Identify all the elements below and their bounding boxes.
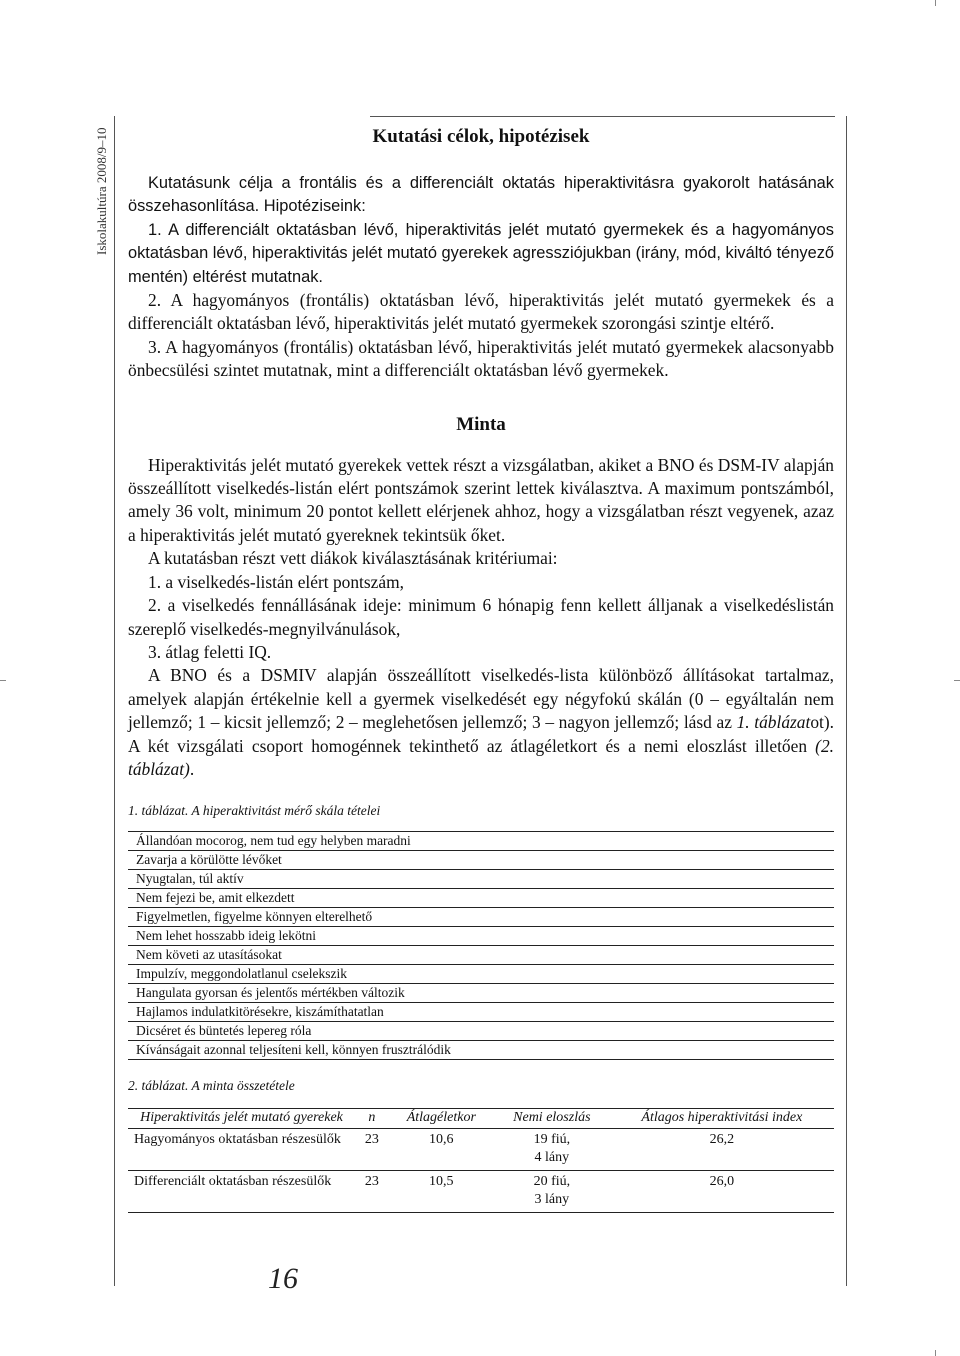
table1-caption: 1. táblázat. A hiperaktivitást mérő skála tételei	[128, 803, 381, 819]
table-row	[128, 946, 834, 965]
table-row	[128, 1041, 834, 1060]
section-title-hypotheses: Kutatási célok, hipotézisek	[372, 126, 590, 147]
table-row	[128, 927, 834, 946]
table-row	[128, 889, 834, 908]
table2-cell-age: 10,5	[389, 1170, 494, 1212]
content	[128, 126, 834, 1213]
table2-header-row	[128, 1109, 834, 1129]
table1-item: Nem lehet hosszabb ideig lekötni	[128, 927, 834, 946]
table-row	[128, 1022, 834, 1041]
hypothesis-1: 1. A differenciált oktatásban lévő, hiperaktivitás jelét mutató gyermekek és a hagyományos oktatásban lévő, hiperaktivitás jelét mutató gyerekek agressziójukban (irány, mód, kiváltó tényező mentén) eltérést mutatnak.	[128, 220, 834, 286]
table1-item: Figyelmetlen, figyelme könnyen elterelhető	[128, 908, 834, 927]
table2-header-age: Átlagéletkor	[389, 1109, 494, 1129]
page-number: 16	[268, 1262, 298, 1295]
crop-mark-top	[935, 0, 936, 6]
sample-paragraph-2: A kutatásban részt vett diákok kiválasztásának kritériumai:	[148, 548, 558, 569]
table-reference-1: 1. táblázat	[736, 712, 811, 733]
table2-header-sex: Nemi eloszlás	[494, 1109, 610, 1129]
hypothesis-3: 3. A hagyományos (frontális) oktatásban lévő, hiperaktivitás jelét mutató gyermekek alacsonyabb önbecsülési szintet mutatnak, mint a differenciált oktatásban lévő gyermekek.	[128, 336, 834, 381]
table1-item: Impulzív, meggondolatlanul cselekszik	[128, 965, 834, 984]
table1-item: Kívánságait azonnal teljesíteni kell, könnyen frusztrálódik	[128, 1041, 834, 1060]
table-row	[128, 870, 834, 889]
table1	[128, 831, 834, 1060]
left-margin-line	[114, 116, 115, 1286]
intro-paragraph: Kutatásunk célja a frontális és a differenciált oktatás hiperaktivitásra gyakorolt hatásának összehasonlítása. Hipotéziseink:	[128, 174, 834, 216]
table1-item: Zavarja a körülötte lévőket	[128, 851, 834, 870]
table2-cell-n: 23	[355, 1128, 389, 1170]
criterion-2: 2. a viselkedés fennállásának ideje: minimum 6 hónapig fenn kellett álljanak a viselkedéslistán szereplő viselkedés-megnyilvánulások,	[128, 595, 834, 639]
table1-item: Hangulata gyorsan és jelentős mértékben változik	[128, 984, 834, 1003]
running-head: Iskolakultúra 2008/9–10	[94, 127, 109, 255]
table1-item: Nem fejezi be, amit elkezdett	[128, 889, 834, 908]
table2-cell-sex: 19 fiú, 4 lány	[494, 1128, 610, 1170]
table2	[128, 1108, 834, 1213]
table2-cell-index: 26,2	[610, 1128, 834, 1170]
header-rule	[370, 116, 835, 117]
table2-header-group: Hiperaktivitás jelét mutató gyerekek	[128, 1109, 355, 1129]
table2-cell-age: 10,6	[389, 1128, 494, 1170]
table2-cell-index: 26,0	[610, 1170, 834, 1212]
section-title-sample: Minta	[456, 413, 506, 435]
criterion-1: 1. a viselkedés-listán elért pontszám,	[148, 571, 404, 592]
table-row	[128, 908, 834, 927]
table2-cell-n: 23	[355, 1170, 389, 1212]
table2-cell-group: Differenciált oktatásban részesülők	[128, 1170, 355, 1212]
table-row	[128, 851, 834, 870]
table-reference-2: (2. táblázat)	[128, 735, 834, 779]
criterion-3: 3. átlag feletti IQ.	[148, 641, 272, 662]
sample-paragraph-1: Hiperaktivitás jelét mutató gyerekek vettek részt a vizsgálatban, akiket a BNO és DSM-IV alapján összeállított viselkedés-listán elért pontszámok szerint lettek kiválasztva. A maximum pontszámból, amely 36 volt, minimum 20 pontot kellett elérjenek ahhoz, hogy a vizsgálatban részt vegyenek, azaz a hiperaktivitás jelét mutató gyereknek tekintsük őket.	[128, 454, 834, 545]
sample-paragraph-3: A BNO és a DSMIV alapján összeállított viselkedés-lista különböző állításokat tartalmaz, amelyek alapján értékelnie kell a gyermek viselkedését egy négyfokú skálán (0 – egyáltalán nem jellemző; 1 – kicsit jellemző; 2 – meglehetősen jellemző; 3 – nagyon jellemző; lásd az 1. táblázatot). A két vizsgálati csoport homogénnek tekinthető az átlagéletkort és a nemi eloszlást illetően (2. táblázat).	[128, 665, 834, 779]
crop-mark-right	[954, 680, 960, 681]
table2-cell-sex: 20 fiú, 3 lány	[494, 1170, 610, 1212]
table1-item: Hajlamos indulatkitörésekre, kiszámíthatatlan	[128, 1003, 834, 1022]
table1-item: Dicséret és büntetés lepereg róla	[128, 1022, 834, 1041]
table1-item: Nyugtalan, túl aktív	[128, 870, 834, 889]
table-row	[128, 832, 834, 851]
table-row	[128, 1003, 834, 1022]
table1-item: Nem követi az utasításokat	[128, 946, 834, 965]
crop-mark-left	[0, 680, 6, 681]
hypothesis-2: 2. A hagyományos (frontális) oktatásban lévő, hiperaktivitás jelét mutató gyermekek és a differenciált oktatásban lévő, hiperaktivitás jelét mutató gyermekek szorongási szintje eltérő.	[128, 290, 834, 334]
table1-item: Állandóan mocorog, nem tud egy helyben maradni	[128, 832, 834, 851]
table-row	[128, 984, 834, 1003]
table-row	[128, 1170, 834, 1212]
table2-cell-group: Hagyományos oktatásban részesülők	[128, 1128, 355, 1170]
table-row	[128, 1128, 834, 1170]
table2-header-index: Átlagos hiperaktivitási index	[610, 1109, 834, 1129]
table2-caption: 2. táblázat. A minta összetétele	[128, 1078, 295, 1094]
right-margin-line	[846, 116, 847, 1286]
crop-mark-bottom	[935, 1350, 936, 1356]
table2-header-n: n	[355, 1109, 389, 1129]
table-row	[128, 965, 834, 984]
